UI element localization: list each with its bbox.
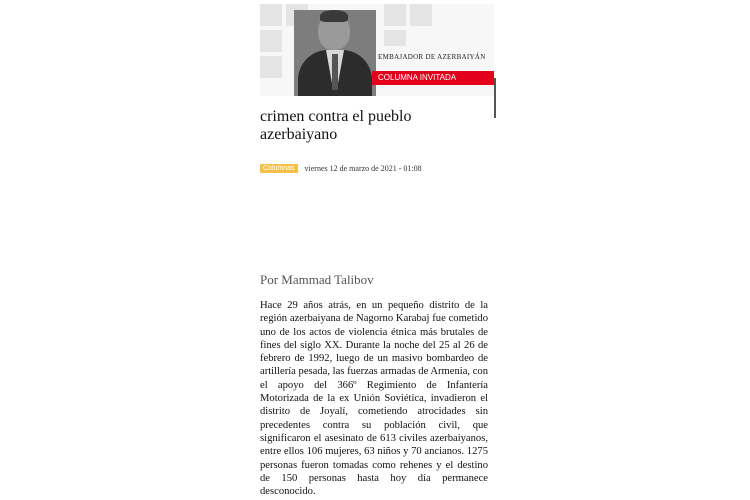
divider-line (494, 78, 496, 118)
decor-tile (384, 30, 406, 46)
author-banner (260, 4, 494, 96)
section-label[interactable]: COLUMNA INVITADA (372, 71, 494, 85)
byline: Por Mammad Talibov (260, 272, 374, 287)
article-meta (260, 159, 422, 177)
article-body: Hace 29 años atrás, en un pequeño distrito de la región azerbaiyana de Nagorno Karabaj fue cometido uno de los actos de violencia étnica más brutales de fines del siglo XX. Durante la noche del 25 al 26 de febrero de 1992, luego de un masivo bombardeo de artillería pesada, las fuerzas armadas de Armenia, con el apoyo del 366º Regimiento de Infantería Motorizada de la ex Unión Soviética, invadieron el distrito de Joyalí, cometiendo atrocidades sin precedentes contra su población civil, que significaron el asesinato de 613 civiles azerbaiyanos, entre ellos 106 mujeres, 63 niños y 70 ancianos. 1275 personas fueron tomadas como rehenes y el destino de 150 personas hasta hoy día permanece desconocido. (260, 300, 488, 498)
publish-date: viernes 12 de marzo de 2021 - 01:08 (304, 163, 422, 173)
hair-shape (320, 10, 348, 22)
decor-tile (260, 4, 282, 26)
decor-tile (260, 56, 282, 78)
category-badge[interactable]: Columnas (260, 164, 298, 173)
article-column (256, 0, 496, 500)
decor-tile (260, 30, 282, 52)
author-photo (294, 10, 376, 96)
decor-tile (410, 4, 432, 26)
decor-tile (384, 4, 406, 26)
article-title: crimen contra el pueblo azerbaiyano (260, 108, 412, 143)
ambassador-label: EMBAJADOR DE AZERBAIYÁN (378, 53, 486, 61)
tie-shape (332, 54, 338, 90)
